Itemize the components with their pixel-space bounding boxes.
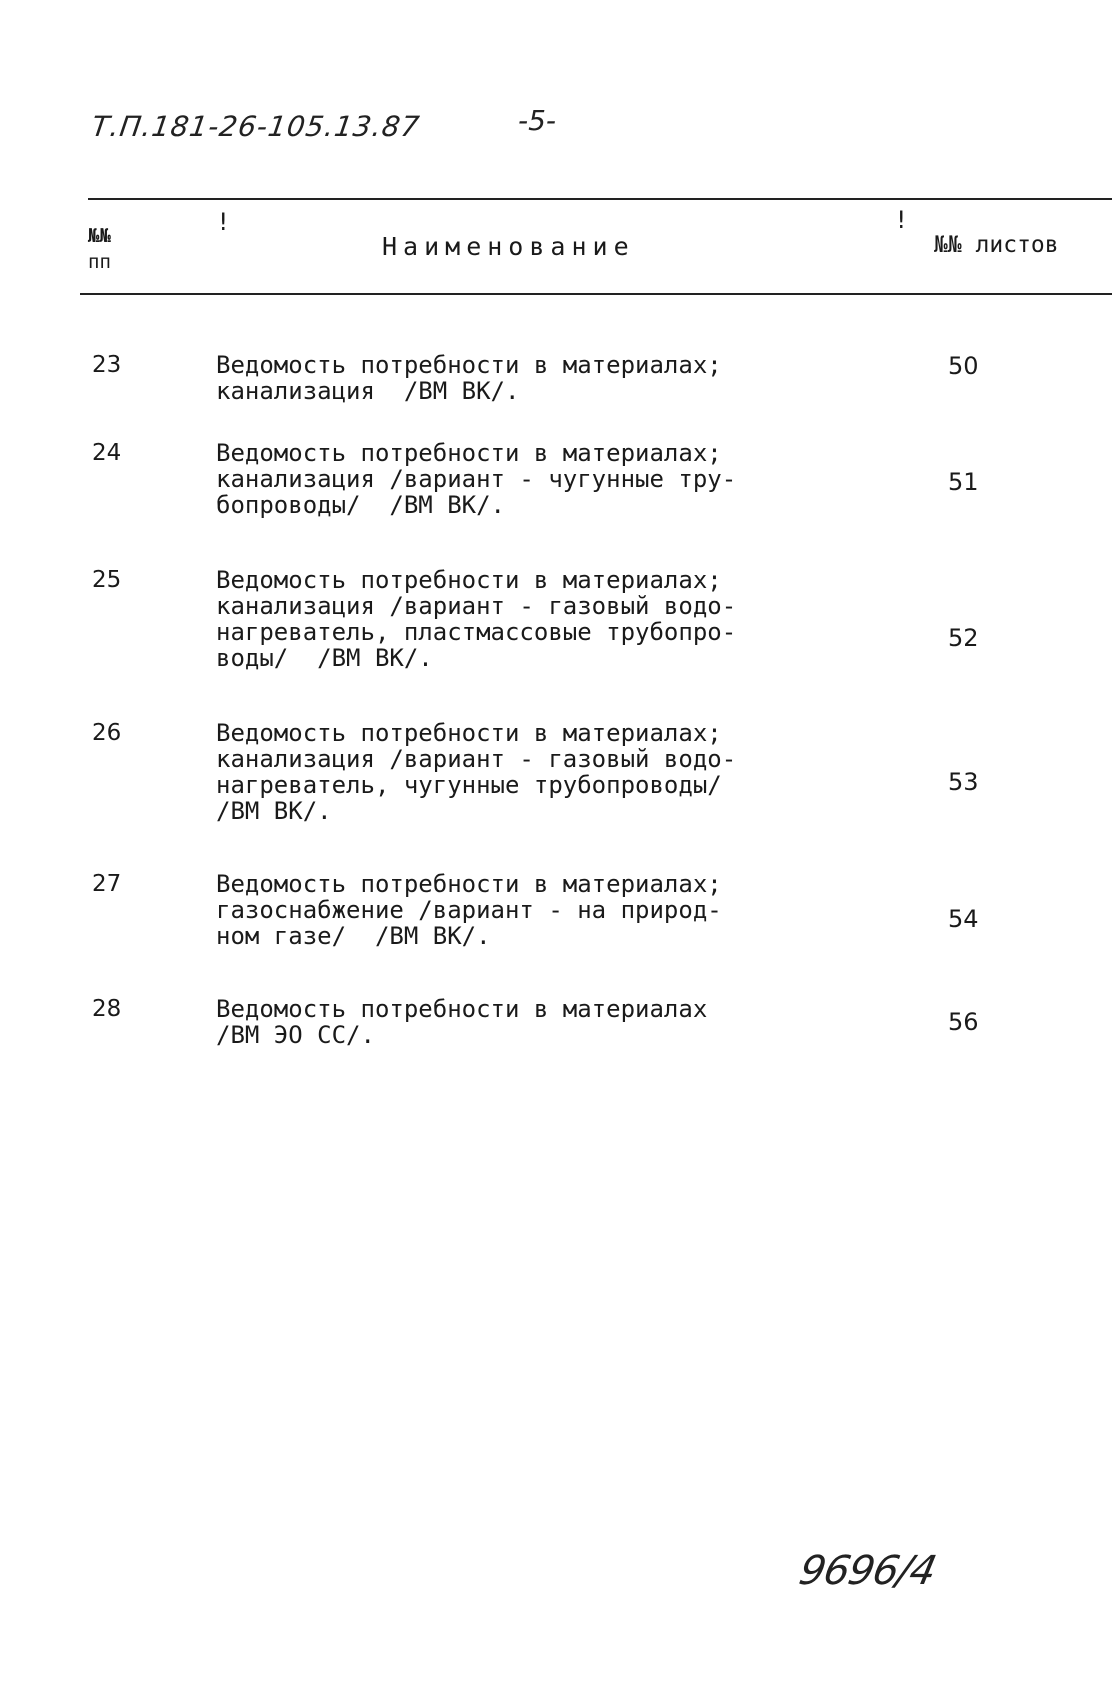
document-code: Т.П.181-26-105.13.87 bbox=[89, 110, 423, 143]
row-sheet-number: 50 bbox=[948, 352, 979, 380]
row-number: 27 bbox=[92, 871, 122, 897]
row-number: 26 bbox=[92, 720, 122, 746]
row-title bbox=[216, 871, 816, 949]
row-line: канализация /вариант - газовый водо- bbox=[216, 745, 737, 773]
row-sheet-number: 53 bbox=[948, 768, 979, 796]
row-line: нагреватель, чугунные трубопроводы/ bbox=[216, 771, 722, 799]
row-line: бопроводы/ /ВМ ВК/. bbox=[216, 491, 505, 519]
row-line: Ведомость потребности в материалах; bbox=[216, 870, 722, 898]
row-sheet-number: 52 bbox=[948, 624, 979, 652]
column-header-name: Наименование bbox=[382, 232, 635, 261]
row-line: Ведомость потребности в материалах; bbox=[216, 351, 722, 379]
page-number: -5- bbox=[518, 104, 557, 137]
row-sheet-number: 51 bbox=[948, 468, 979, 496]
row-line: канализация /ВМ ВК/. bbox=[216, 377, 520, 405]
row-title bbox=[216, 996, 816, 1048]
row-title bbox=[216, 567, 816, 671]
archive-number: 9696/4 bbox=[795, 1548, 940, 1594]
column-header-sheets: №№ листов bbox=[934, 232, 1059, 258]
column-header-number-sub: пп bbox=[88, 251, 111, 273]
row-number: 24 bbox=[92, 440, 122, 466]
row-line: Ведомость потребности в материалах bbox=[216, 995, 708, 1023]
row-sheet-number: 54 bbox=[948, 905, 979, 933]
row-line: Ведомость потребности в материалах; bbox=[216, 566, 722, 594]
row-title bbox=[216, 720, 816, 824]
row-line: газоснабжение /вариант - на природ- bbox=[216, 896, 722, 924]
row-line: нагреватель, пластмассовые трубопро- bbox=[216, 618, 737, 646]
column-separator-2: ! bbox=[894, 206, 909, 234]
row-line: Ведомость потребности в материалах; bbox=[216, 439, 722, 467]
row-number: 23 bbox=[92, 352, 122, 378]
row-line: ном газе/ /ВМ ВК/. bbox=[216, 922, 491, 950]
table-header-rule bbox=[80, 293, 1112, 295]
column-header-number bbox=[88, 223, 111, 275]
row-title bbox=[216, 352, 816, 404]
row-line: /ВМ ВК/. bbox=[216, 797, 332, 825]
row-number: 28 bbox=[92, 996, 122, 1022]
row-line: канализация /вариант - чугунные тру- bbox=[216, 465, 737, 493]
row-line: Ведомость потребности в материалах; bbox=[216, 719, 722, 747]
table-top-rule bbox=[88, 198, 1112, 200]
column-header-number-label: №№ bbox=[88, 225, 111, 247]
row-sheet-number: 56 bbox=[948, 1008, 979, 1036]
row-line: воды/ /ВМ ВК/. bbox=[216, 644, 433, 672]
row-number: 25 bbox=[92, 567, 122, 593]
column-separator-1: ! bbox=[216, 208, 231, 236]
row-title bbox=[216, 440, 816, 518]
row-line: /ВМ ЭО СС/. bbox=[216, 1021, 375, 1049]
row-line: канализация /вариант - газовый водо- bbox=[216, 592, 737, 620]
